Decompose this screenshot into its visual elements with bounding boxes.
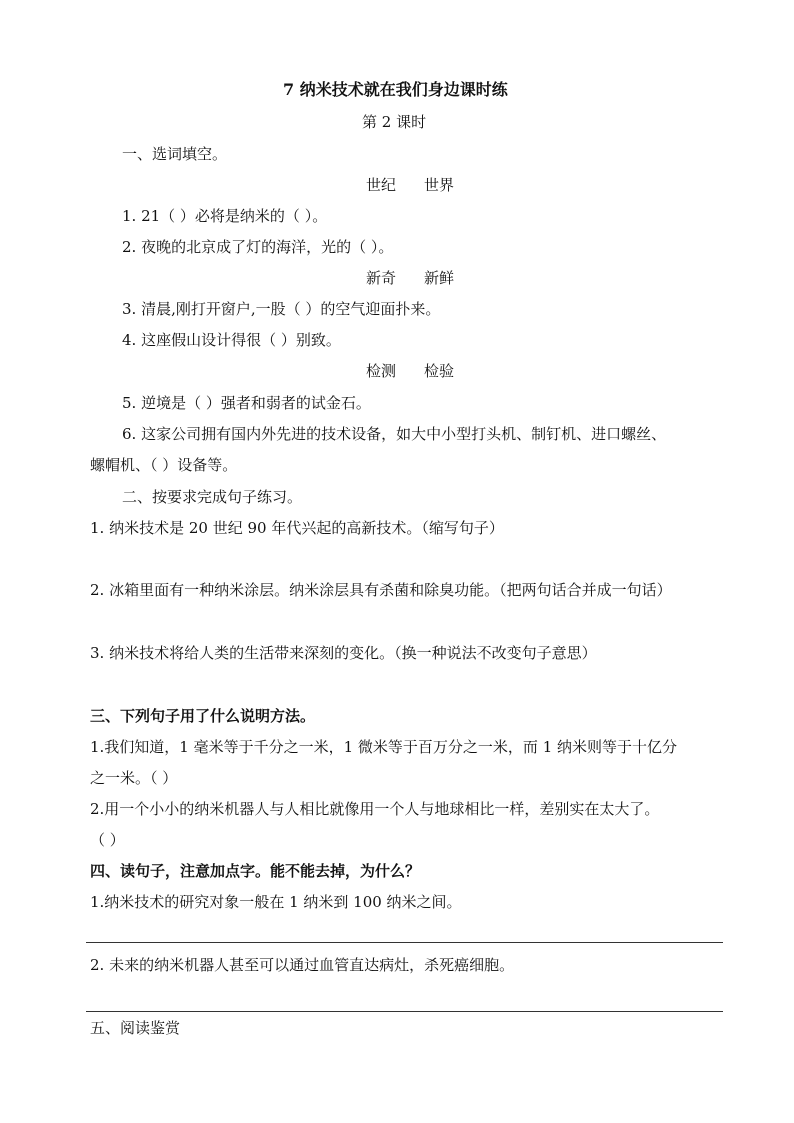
question-2-3: 3. 纳米技术将给人类的生活带来深刻的变化。（换一种说法不改变句子意思） (90, 644, 597, 662)
section-4-heading: 四、读句子，注意加点字。能不能去掉，为什么？ (90, 862, 421, 880)
answer-line (86, 942, 723, 943)
word-options-2 (366, 268, 454, 288)
option-word: 新鲜 (424, 269, 455, 287)
page-title: 7 纳米技术就在我们身边课时练 (283, 80, 508, 99)
option-word: 新奇 (366, 269, 397, 287)
question-1-6-line-1: 6. 这家公司拥有国内外先进的技术设备，如大中小型打头机、制钉机、进口螺丝、 (122, 425, 667, 443)
option-word: 检测 (366, 362, 397, 380)
option-word: 检验 (424, 362, 455, 380)
option-word: 世界 (424, 176, 455, 194)
answer-line (86, 1011, 723, 1012)
question-3-2-line-2: （ ） (90, 831, 125, 849)
question-1-3: 3. 清晨,刚打开窗户,一股（ ）的空气迎面扑来。 (122, 300, 441, 318)
section-3-heading: 三、下列句子用了什么说明方法。 (90, 707, 316, 725)
question-3-1-line-1: 1.我们知道，1 毫米等于千分之一米，1 微米等于百万分之一米，而 1 纳米则等于十亿分 (90, 738, 678, 756)
question-4-1: 1.纳米技术的研究对象一般在 1 纳米到 100 纳米之间。 (90, 893, 462, 911)
question-3-2-line-1: 2.用一个小小的纳米机器人与人相比就像用一个人与地球相比一样，差别实在太大了。 (90, 800, 660, 818)
question-1-6-line-2: 螺帽机、（ ）设备等。 (90, 456, 238, 474)
section-2-heading: 二、按要求完成句子练习。 (122, 488, 303, 506)
word-options-1 (366, 175, 454, 195)
question-4-2: 2. 未来的纳米机器人甚至可以通过血管直达病灶，杀死癌细胞。 (90, 956, 515, 974)
section-5-heading: 五、阅读鉴赏 (90, 1019, 181, 1037)
question-2-2: 2. 冰箱里面有一种纳米涂层。纳米涂层具有杀菌和除臭功能。（把两句话合并成一句话） (90, 581, 672, 599)
word-options-3 (366, 361, 454, 381)
question-1-5: 5. 逆境是（ ）强者和弱者的试金石。 (122, 394, 371, 412)
question-2-1: 1. 纳米技术是 20 世纪 90 年代兴起的高新技术。（缩写句子） (90, 519, 504, 537)
question-1-2: 2. 夜晚的北京成了灯的海洋，光的（ ）。 (122, 238, 394, 256)
option-word: 世纪 (366, 176, 397, 194)
question-1-1: 1. 21（ ）必将是纳米的（ ）。 (122, 207, 328, 225)
section-1-heading: 一、选词填空。 (122, 145, 228, 163)
question-1-4: 4. 这座假山设计得很（ ）别致。 (122, 331, 341, 349)
question-3-1-line-2: 之一米。（ ） (90, 769, 178, 787)
lesson-subtitle: 第 2 课时 (362, 113, 427, 131)
